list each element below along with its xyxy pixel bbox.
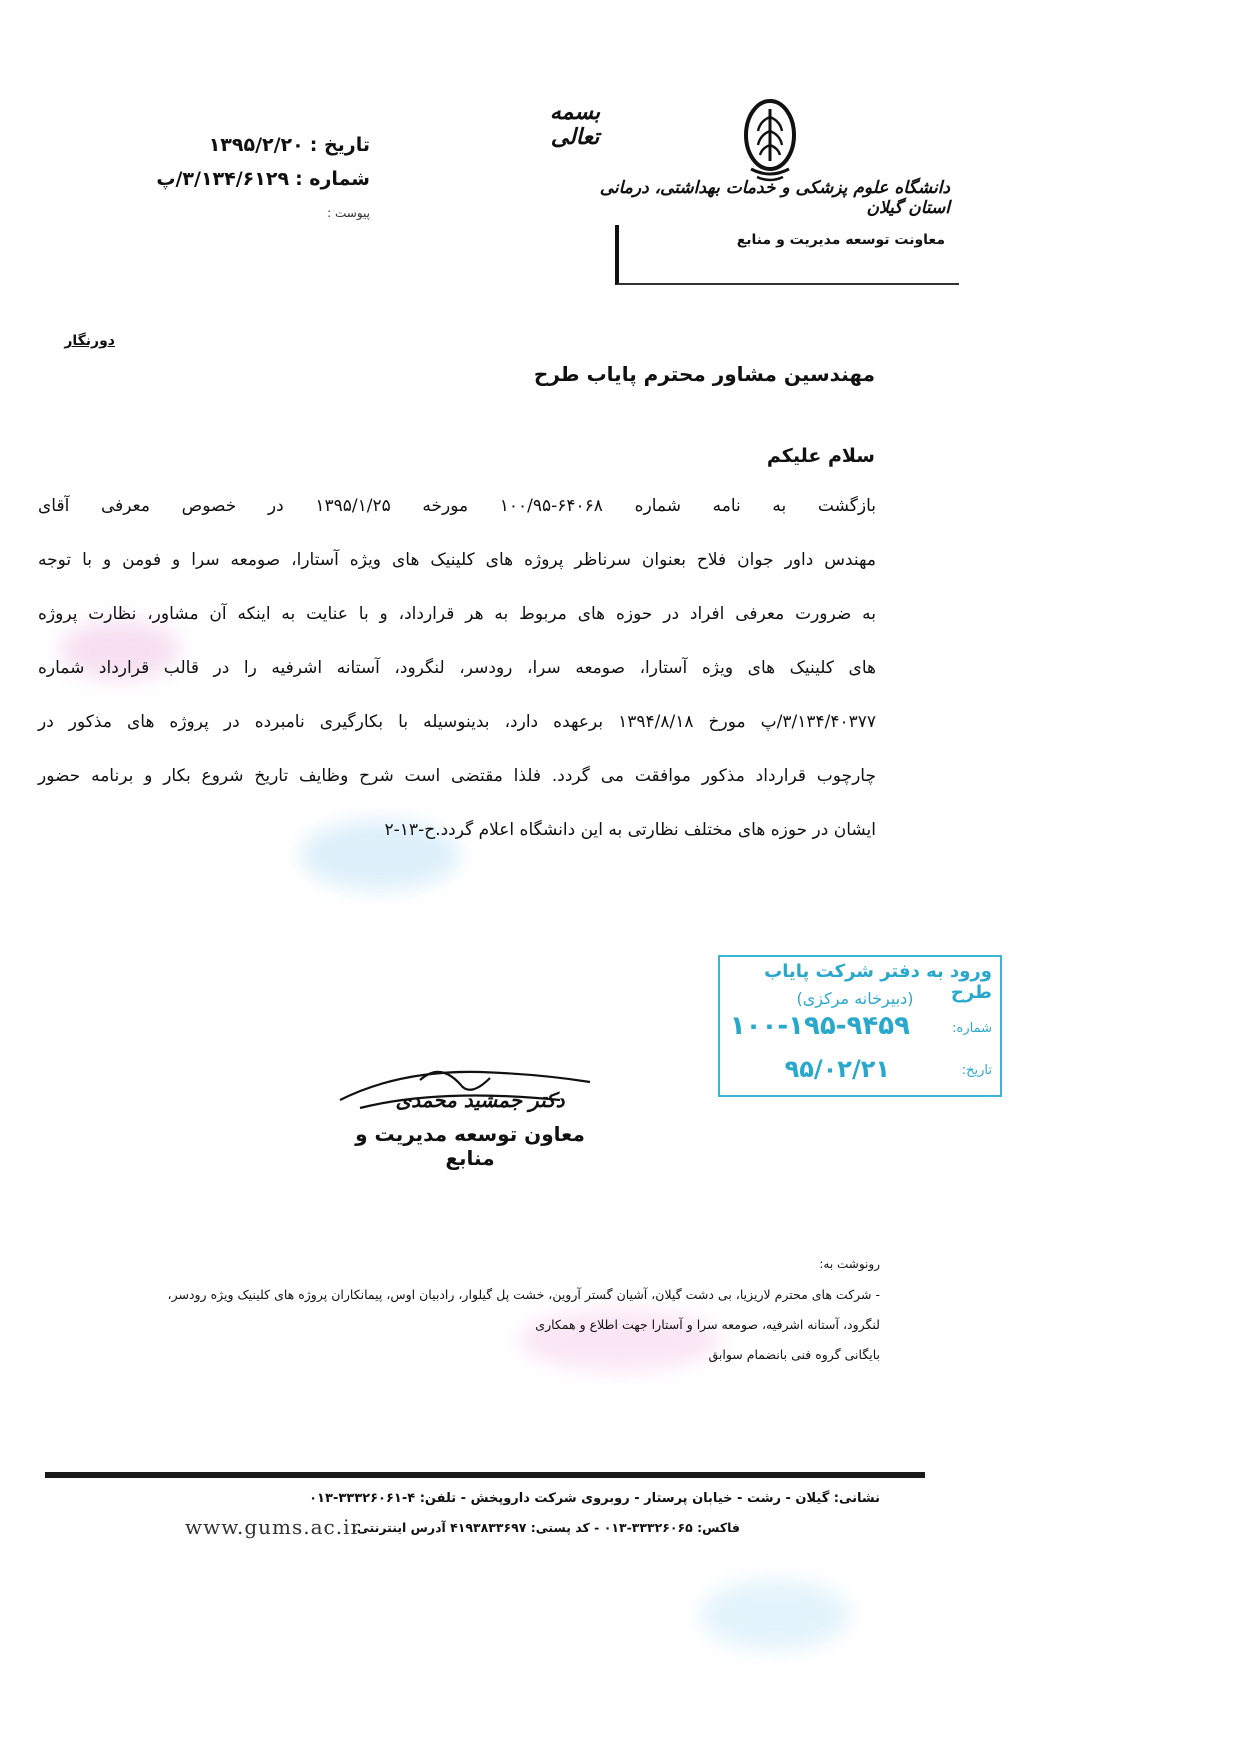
signer-name: دکتر جمشید محمدی <box>395 1088 565 1112</box>
received-stamp <box>718 955 1002 1097</box>
attachment-label: پیوست : <box>327 206 370 220</box>
date-label: تاریخ : <box>309 134 370 156</box>
recipient: مهندسین مشاور محترم پایاب طرح <box>533 362 875 386</box>
body-line: بازگشت به نامه شماره ۶۴۰۶۸-۱۰۰/۹۵ مورخه ۱۳۹۵/۱/۲۵ در خصوص معرفی آقای <box>38 496 876 516</box>
university-logo-icon <box>735 95 805 185</box>
stamp-number-value: ۱۰۰-۱۹۵-۹۴۵۹ <box>729 1011 910 1041</box>
letter-meta <box>130 128 370 230</box>
footer-fax-postal: فاکس: ۳۳۳۲۶۰۶۵-۰۱۳ - کد پستی: ۴۱۹۳۸۳۳۶۹۷ آدرس اینترنتی: <box>351 1520 740 1535</box>
signer-title: معاون توسعه مدیریت و منابع <box>355 1122 585 1170</box>
body-line: ۳/۱۳۴/۴۰۳۷۷/پ مورخ ۱۳۹۴/۸/۱۸ برعهده دارد، بدینوسیله با بکارگیری نامبرده در پروژه های مذکور در <box>38 712 876 732</box>
stamp-subtitle: (دبیرخانه مرکزی) <box>796 989 914 1008</box>
cc-title: رونوشت به: <box>819 1257 880 1271</box>
greeting: سلام علیکم <box>766 445 875 467</box>
body-line: ایشان در حوزه های مختلف نظارتی به این دانشگاه اعلام گردد.ح-۱۳-۲ <box>384 820 876 840</box>
scan-blot <box>700 1580 850 1650</box>
stamp-date-label: تاریخ: <box>961 1063 992 1078</box>
fax-marker: دورنگار <box>64 333 115 349</box>
cc-line: لنگرود، آستانه اشرفیه، صومعه سرا و آستارا جهت اطلاع و همکاری <box>535 1317 880 1332</box>
number-label: شماره : <box>295 168 370 190</box>
attachment-row <box>130 196 370 230</box>
footer-rule <box>45 1472 925 1478</box>
stamp-date-value: ۹۵/۰۲/۲۱ <box>784 1055 890 1083</box>
basmala: بسمه تعالی <box>549 100 601 150</box>
footer-website: www.gums.ac.ir <box>185 1515 362 1539</box>
cc-line: بایگانی گروه فنی بانضمام سوابق <box>708 1347 880 1362</box>
body-line: به ضرورت معرفی افراد در حوزه های مربوط به هر قرارداد، و با عنایت به اینکه آن مشاور، نظارت پروژه <box>38 604 876 624</box>
date-row <box>130 128 370 162</box>
university-name: دانشگاه علوم پزشکی و خدمات بهداشتی، درمانی استان گیلان <box>599 178 950 218</box>
body-line: مهندس داور جوان فلاح بعنوان سرناظر پروژه های کلینیک های ویژه آستارا، صومعه سرا و فومن و با توجه <box>38 550 876 570</box>
number-value: ۳/۱۳۴/۶۱۲۹/پ <box>156 168 290 190</box>
number-row <box>130 162 370 196</box>
department-name: معاونت توسعه مدیریت و منابع <box>736 232 945 248</box>
footer-address: نشانی: گیلان - رشت - خیابان پرستار - روبروی شرکت داروپخش - تلفن: ۴-۳۳۳۲۶۰۶۱-۰۱۳ <box>309 1491 880 1506</box>
stamp-number-label: شماره: <box>952 1021 992 1036</box>
body-line: های کلینیک های ویژه آستارا، صومعه سرا، رودسر، لنگرود، آستانه اشرفیه را در قالب قرارداد شماره <box>38 658 876 678</box>
letter-body <box>38 488 876 866</box>
body-line: چارچوب قرارداد مذکور موافقت می گردد. فلذا مقتضی است شرح وظایف تاریخ شروع بکار و برنامه حضور <box>38 766 876 786</box>
stamp-title: ورود به دفتر شرکت پایاب طرح <box>764 961 992 1003</box>
cc-line: - شرکت های محترم لاریزیا، بی دشت گیلان، آشیان گستر آروین، خشت پل گیلوار، رادبیان اوس، پیمانکاران پروژه های کلینیک ویژه رودسر، <box>167 1287 880 1302</box>
date-value: ۱۳۹۵/۲/۲۰ <box>208 134 304 156</box>
